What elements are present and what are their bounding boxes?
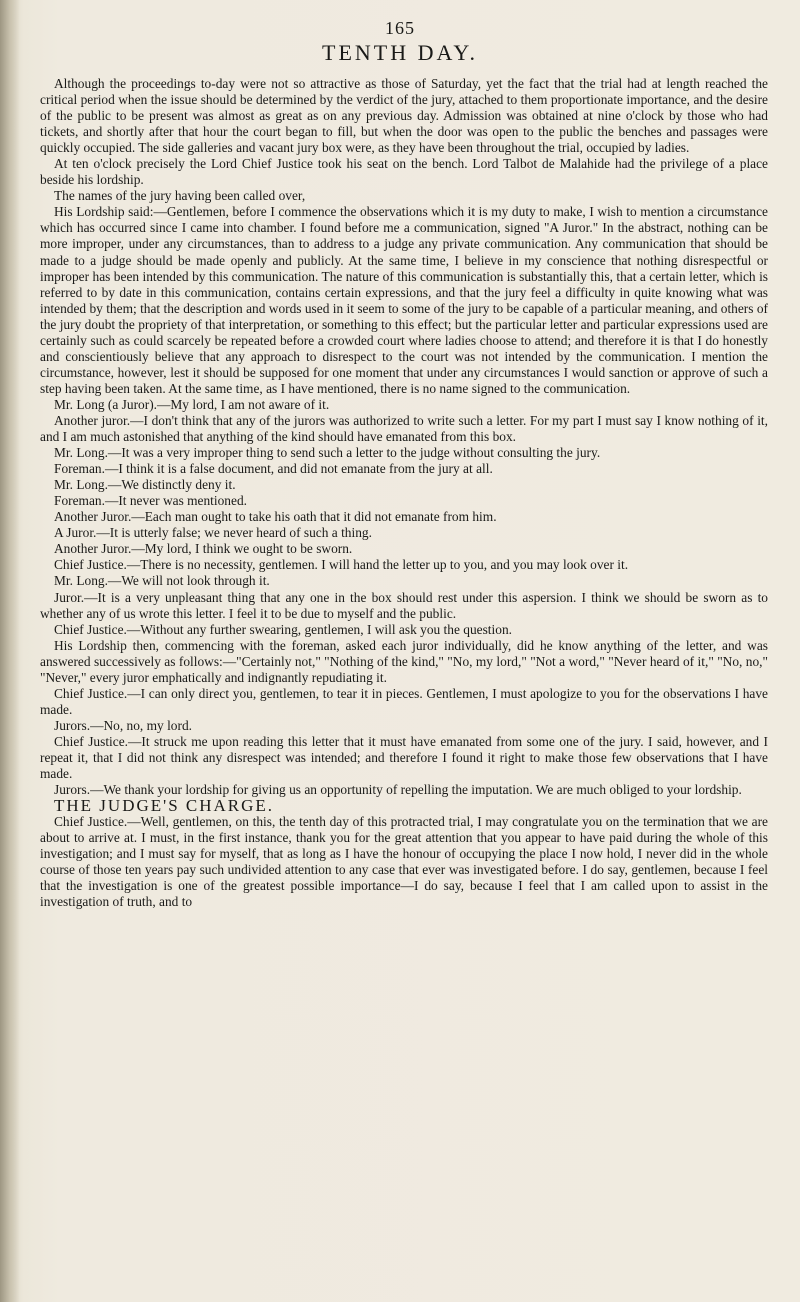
paragraph: Chief Justice.—It struck me upon reading this letter that it must have emanated from some one of the jury. I said, however, and I repeat it, that I did not think any disrespect was intended; and therefore I found it right to make those few observations that I have made. (40, 733, 768, 782)
page-gutter-shadow (0, 0, 20, 1302)
paragraph: Another Juror.—Each man ought to take his oath that it did not emanate from him. (54, 509, 497, 525)
paragraph: Another juror.—I don't think that any of the jurors was authorized to write such a letter. For my part I must say I know nothing of it, and I am much astonished that anything of the kind should have emanated from this box. (40, 412, 768, 445)
paragraph: Jurors.—No, no, my lord. (54, 717, 192, 733)
chapter-title: TENTH DAY. (322, 40, 478, 65)
paragraph: Although the proceedings to-day were not so attractive as those of Saturday, yet the fact that the trial had at length reached the critical period when the issue should be determined by the verdict of the jury, attached to them proportionate importance, and the desire of the public to be present was almost as great as on any previous day. Admission was obtained at nine o'clock by those who had tickets, and shortly after that hour the court began to fill, but when the door was open to the public the benches and passages were quickly occupied. The side galleries and vacant jury box were, as they have been throughout the trial, occupied by ladies. (40, 76, 768, 156)
paragraph: Jurors.—We thank your lordship for giving us an opportunity of repelling the imputation. We are much obliged to your lordship. (54, 782, 742, 798)
paragraph: Foreman.—I think it is a false document, and did not emanate from the jury at all. (54, 461, 493, 477)
paragraph: Foreman.—It never was mentioned. (54, 493, 247, 509)
paragraph: Chief Justice.—Well, gentlemen, on this, the tenth day of this protracted trial, I may congratulate you on the termination that we are about to arrive at. I must, in the first instance, thank you for the great attention that you appear to have paid during the whole of this investigation; and I must say for myself, that as long as I have the honour of occupying the place I now hold, I never did in the whole course of those ten years pay such undivided attention to any case that ever was investigated before. I do say, gentlemen, because I feel that the investigation is one of the greatest possible importance—I do say, because I feel that I am called upon to assist in the investigation of truth, and to (40, 814, 768, 910)
paragraph: Juror.—It is a very unpleasant thing that any one in the box should rest under this aspersion. I think we should be sworn as to whether any of us wrote this letter. I feel it to be due to myself and the public. (40, 589, 768, 621)
paragraph: Mr. Long.—We distinctly deny it. (54, 477, 236, 493)
section-heading: THE JUDGE'S CHARGE. (54, 796, 275, 816)
body-text (40, 76, 768, 910)
paragraph: Chief Justice.—There is no necessity, gentlemen. I will hand the letter up to you, and you may look over it. (54, 557, 629, 573)
paragraph: His Lordship then, commencing with the foreman, asked each juror individually, did he know anything of the letter, and was answered successively as follows:—"Certainly not," "Nothing of the kind," "No, my lord," "Not a word," "Never heard of it," "No, no," "Never," every juror emphatically and indignantly repudiating it. (40, 637, 768, 685)
paragraphs-before (40, 76, 768, 798)
paragraph: A Juror.—It is utterly false; we never heard of such a thing. (54, 525, 372, 541)
page-number: 165 (385, 18, 415, 38)
paragraph: Mr. Long.—We will not look through it. (54, 573, 270, 589)
paragraph: Chief Justice.—I can only direct you, gentlemen, to tear it in pieces. Gentlemen, I must apologize to you for the observations I have made. (40, 685, 768, 717)
paragraph: Mr. Long.—It was a very improper thing to send such a letter to the judge without consulting the jury. (54, 445, 601, 461)
paragraph: Mr. Long (a Juror).—My lord, I am not aware of it. (54, 396, 330, 412)
paragraphs-after (40, 814, 768, 910)
paragraph: The names of the jury having been called over, (54, 188, 306, 204)
paragraph: Another Juror.—My lord, I think we ought to be sworn. (54, 541, 353, 557)
paragraph: His Lordship said:—Gentlemen, before I commence the observations which it is my duty to make, I wish to mention a circumstance which has occurred since I came into chamber. I found before me a communication, signed "A Juror." In the abstract, nothing can be more improper, under any circumstances, than to address to a judge any private communication. Any communication that should be made to a judge should be made openly and publicly. At the same time, I believe in my conscience that nothing disrespectful or improper has been intended by this communication. The nature of this communication is substantially this, that a certain letter, which is referred to by date in this communication, contains certain expressions, and that the jury feel a difficulty in quite knowing what was intended by them; that the description and words used in it seem to some of the jury to be capable of a particular meaning, and others of the jury doubt the propriety of that interpretation, or something to this effect; but the particular letter and particular expressions used are certainly such as could scarcely be repeated before a crowded court where ladies choose to attend; and therefore it is that I do honestly and conscientiously believe that any approach to disrespect to the court was not intended by the communication. I mention the circumstance, however, lest it should be supposed for one moment that under any circumstances I would sanction or approve of such a step having been taken. At the same time, as I have mentioned, there is no name signed to the communication. (40, 204, 768, 396)
paragraph: At ten o'clock precisely the Lord Chief Justice took his seat on the bench. Lord Talbot de Malahide had the privilege of a place beside his lordship. (40, 156, 768, 188)
paragraph: Chief Justice.—Without any further swearing, gentlemen, I will ask you the question. (54, 621, 512, 637)
